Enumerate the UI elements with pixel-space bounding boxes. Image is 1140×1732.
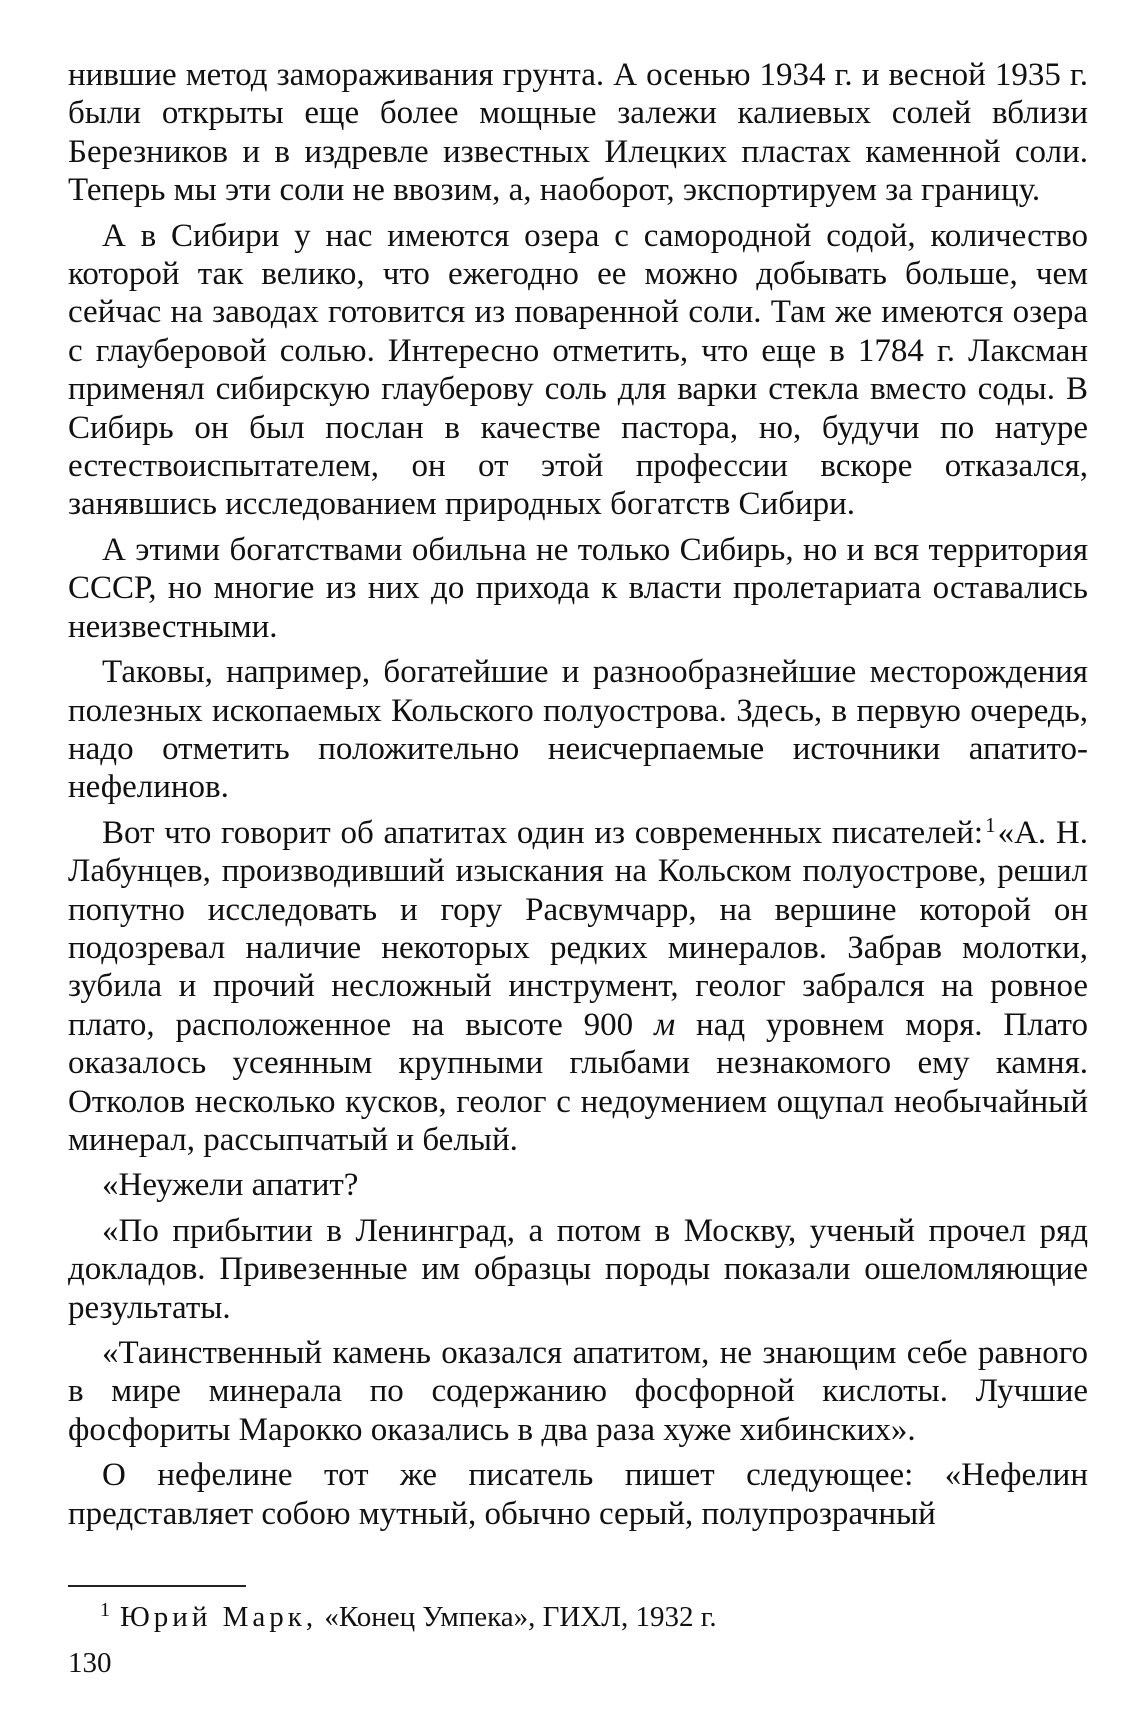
page-body: [68, 56, 1088, 1533]
paragraph-5: [68, 814, 1088, 1160]
paragraph-5-part-a: Вот что говорит об апатитах один из современных писателей:: [102, 814, 984, 851]
paragraph-7: «По прибытии в Ленинград, а потом в Москву, ученый прочел ряд докладов. Привезенные им образцы породы показали ошеломляющие результаты.: [68, 1212, 1088, 1326]
footnote-text: «Конец Умпека», ГИХЛ, 1932 г.: [324, 1601, 717, 1633]
paragraph-1: нившие метод замораживания грунта. А осенью 1934 г. и весной 1935 г. были открыты еще более мощные залежи калиевых солей вблизи Березников и в издревле известных Илецких пластах каменной соли. Теперь мы эти соли не ввозим, а, наоборот, экспортируем за границу.: [68, 57, 1088, 209]
page-number: 130: [68, 1647, 112, 1679]
paragraph-3: А этими богатствами обильна не только Сибирь, но и вся территория СССР, но многие из них до прихода к власти пролетариата оставались неизвестными.: [68, 531, 1088, 645]
paragraph-5-part-b: «А. Н. Лабунцев, производивший изыскания на Кольском полуострове, решил попутно исследовать и гору Расвумчарр, на вершине которой он подозревал наличие некоторых редких минералов. Забрав молотки, зубила и прочий несложный инструмент, геолог забрался на ровное плато, расположенное на высоте 900: [68, 814, 1088, 1043]
footnote-reference: 1: [985, 812, 996, 837]
paragraph-6: «Неужели апатит?: [102, 1167, 359, 1204]
footnote: [100, 1600, 717, 1634]
footnote-author: Юрий Марк,: [120, 1601, 318, 1633]
paragraph-5-part-c: над уровнем моря. Плато оказалось усеянным крупными глыбами незнакомого ему камня. Отколов несколько кусков, геолог с недоумением ощупал необычайный минерал, рассыпчатый и белый.: [68, 1006, 1089, 1158]
paragraph-4: Таковы, например, богатейшие и разнообразнейшие месторождения полезных ископаемых Кольского полуострова. Здесь, в первую очередь, надо отметить положительно неисчерпаемые источники апатито-нефелинов.: [68, 654, 1088, 806]
paragraph-9: О нефелине тот же писатель пишет следующее: «Нефелин представляет собою мутный, обычно серый, полупрозрачный: [68, 1457, 1088, 1532]
paragraph-8: «Таинственный камень оказался апатитом, не знающим себе равного в мире минерала по содержанию фосфорной кислоты. Лучшие фосфориты Марокко оказались в два раза хуже хибинских».: [68, 1335, 1088, 1448]
footnote-divider: [68, 1585, 246, 1587]
paragraph-2: А в Сибири у нас имеются озера с самородной содой, количество которой так велико, что ежегодно ее можно добывать больше, чем сейчас на заводах готовится из поваренной соли. Там же имеются озера с глауберовой солью. Интересно отметить, что еще в 1784 г. Лаксман применял сибирскую глауберову соль для варки стекла вместо соды. В Сибирь он был послан в качестве пастора, но, будучи по натуре естествоиспытателем, он от этой профессии вскоре отказался, занявшись исследованием природных богатств Сибири.: [68, 217, 1088, 523]
unit-meters: м: [654, 1006, 676, 1043]
footnote-mark: 1: [100, 1599, 110, 1621]
